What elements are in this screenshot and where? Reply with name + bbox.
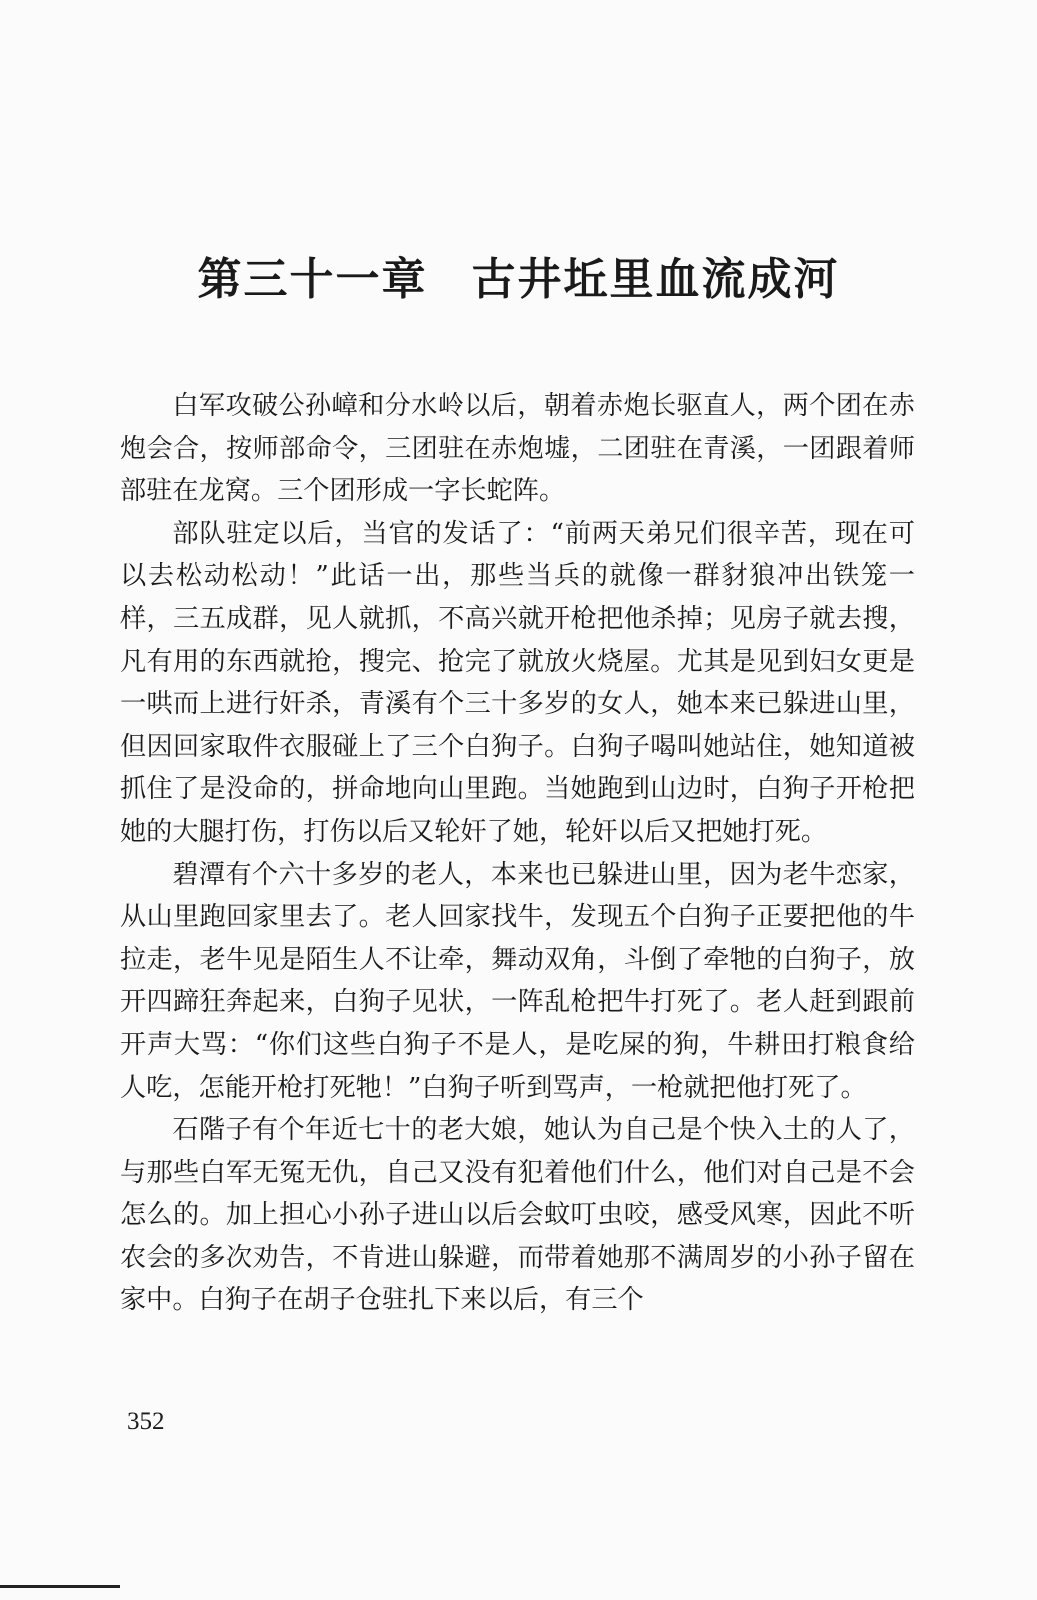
- body-text: [120, 385, 915, 1322]
- chapter-title: 古井坵里血流成河: [471, 254, 840, 305]
- scan-edge-mark: [0, 1585, 120, 1588]
- paragraph: 碧潭有个六十多岁的老人，本来也已躲进山里，因为老牛恋家，从山里跑回家里去了。老人回家找牛，发现五个白狗子正要把他的牛拉走，老牛见是陌生人不让牵，舞动双角，斗倒了牵牠的白狗子，放开四蹄狂奔起来，白狗子见状，一阵乱枪把牛打死了。老人赶到跟前开声大骂：“你们这些白狗子不是人，是吃屎的狗，牛耕田打粮食给人吃，怎能开枪打死牠！”白狗子听到骂声，一枪就把他打死了。: [120, 859, 915, 1103]
- chapter-heading: [0, 250, 1037, 310]
- chapter-number: 第三十一章: [197, 254, 428, 305]
- paragraph: 部队驻定以后，当官的发话了：“前两天弟兄们很辛苦，现在可以去松动松动！”此话一出，那些当兵的就像一群豺狼冲出铁笼一样，三五成群，见人就抓，不高兴就开枪把他杀掉；见房子就去搜，凡有用的东西就抢，搜完、抢完了就放火烧屋。尤其是见到妇女更是一哄而上进行奸杀，青溪有个三十多岁的女人，她本来已躲进山里，但因回家取件衣服碰上了三个白狗子。白狗子喝叫她站住，她知道被抓住了是没命的，拼命地向山里跑。当她跑到山边时，白狗子开枪把她的大腿打伤，打伤以后又轮奸了她，轮奸以后又把她打死。: [120, 518, 915, 847]
- paragraph: 石階子有个年近七十的老大娘，她认为自己是个快入土的人了，与那些白军无冤无仇，自己又没有犯着他们什么，他们对自己是不会怎么的。加上担心小孙子进山以后会蚊叮虫咬，感受风寒，因此不听农会的多次劝告，不肯进山躲避，而带着她那不满周岁的小孙子留在家中。白狗子在胡子仓驻扎下来以后，有三个: [120, 1115, 915, 1316]
- page-number: 352: [127, 1408, 165, 1435]
- paragraph: 白军攻破公孙嶂和分水岭以后，朝着赤炮长驱直人，两个团在赤炮会合，按师部命令，三团驻在赤炮墟，二团驻在青溪，一团跟着师部驻在龙窝。三个团形成一字长蛇阵。: [120, 391, 915, 507]
